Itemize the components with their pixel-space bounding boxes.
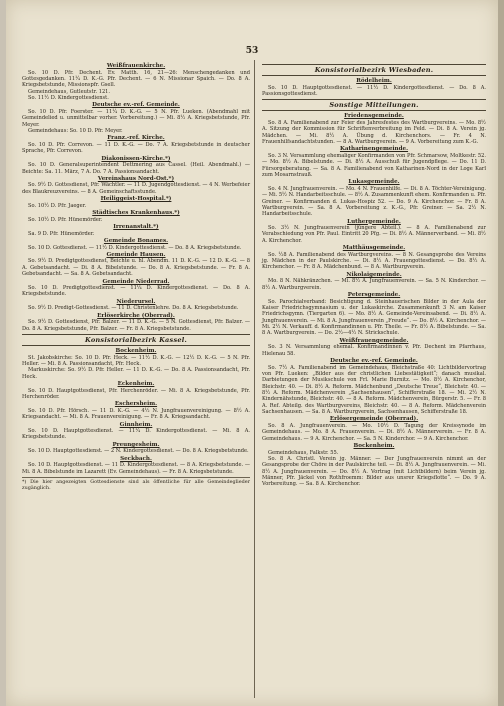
parish-heading: Deutsche ev.-ref. Gemeinde. xyxy=(92,102,180,109)
service-listing: So. ½8 A. Familienabend des Wartburgvereins. — 8 N. Gesangsprobe des Vereins jg. Mädchen in der Paulskirche. — Di. 8½ A. Frauengottesdienst. — Do. 8½ A. Kirchenchor. — Fr. 8 A. Mädchenbund. — 8 A. Wartburgverein. xyxy=(262,251,486,271)
service-listing: So. 8 A. Christl. Verein jg. Männer. — Der Jungfrauenverein nimmt an der Gesangsprobe der Chöre in der Paulskirche teil. — Di. 8½ A. Jungfrauenverein. — Mi. 8½ A. Jungfrauenverein. — Do. 8½ A. Vortrag (mit Lichtbildern) beim Verein jg. Männer, Pfr. Jäckel von Rothfroemm: Bilder aus unsrer Kriegsflotte“. — Do. 9 A. Vorbereitung. — Sa. 8 A. Kirchenchor. xyxy=(262,455,486,488)
parish-heading: Gemeinde Niederrad. xyxy=(102,278,170,285)
parish-heading: Ginnheim. xyxy=(119,421,153,428)
service-listing: So. 10½ D. Pfr. Jaeger. xyxy=(28,202,87,209)
parish-heading: Katharinengemeinde. xyxy=(339,146,409,153)
parish-heading: Gemeinde Hausen. xyxy=(106,251,166,258)
service-listing: So. Parochialverband: Besichtigung d. Steinhauerischen Bilder in der Aula der Kaiser Friedrichsgymnasium u. der Lukaskirche. Zusammenkunft 3 N. am Kaiser Friedrichsgymn. (Tiergarten 6). — Mo. 8½ A. Gemeinde-Vereinsabend. — Di. 8½ A. Jungfrauenverein. — Mi. 8 A. Jungfrauenverein „Freude“. — Do. 8½ A. Kirchenchor. — Mi. 2½ N. Verkauff. d. Konfirmandinnen u. Pfr. Theile. — Fr. 8½ A. Bibelstunde. — Sa. 8 A. Wartburgverein. — Do. 2½—4½ N. Strickschule. xyxy=(262,298,486,337)
parish-heading: Friedensgemeinde. xyxy=(344,113,404,120)
parish-heading: Franz.-ref. Kirche. xyxy=(107,135,165,142)
parish-heading: Vereinshaus Nord-Ost.*) xyxy=(97,175,175,182)
service-listing: So. 11½ D. Kindergottesdienst. xyxy=(28,94,109,101)
service-listing: Markuskirche: So. 9½ D. Pfr. Heller. — 11 D. K.-G. — Do. 8 A. Passionsandacht, Pfr. Heck. xyxy=(22,367,250,380)
parish-heading: Luthergemeinde. xyxy=(347,218,401,225)
book-spine xyxy=(498,0,504,706)
service-listing: So. 3 N. Versammlung ehemal. Konfirmandinnen v. Pfr. Dechent im Pfarrhaus, Hielenau 58. xyxy=(262,344,486,357)
parish-heading: Matthäusgemeinde. xyxy=(342,245,406,252)
service-listing: So. 10 D. Predigtgottesdienst. — 11¼ D. Kindergottesdienst. — Do. 8 A. Kriegsbetstunde. xyxy=(22,285,250,298)
section-heading: Konsistorialbezirk Wiesbaden. xyxy=(262,64,486,76)
left-column xyxy=(22,62,250,491)
parish-heading: Gemeinde Bonames. xyxy=(103,237,169,244)
service-listing: So. 9½ D. Predigtgottesdienst, Beichte u. hl. Abendm. 11 D. K.-G. — 12 D. K.-G. — 8 A. Gebetsandacht. — Di. 8 A. Bibelstunde. — Do. 8 A. Kriegsbetstunde. — Fr. 8 A. Gebetsandacht. — Sa. 8 A. Gebetsandacht. xyxy=(22,258,250,278)
parish-heading: Erlösergemeinde (Oberrad). xyxy=(329,416,419,423)
service-listing: So. 9½ D. Gottesdienst, Pfr. Balzer. — 11 D. K.-G. — 5 N. Gottesdienst, Pfr. Balzer. — Do. 8 A. Kriegsbetstunde, Pfr. Balzer. — Fr. 8 A. Kriegsbetstunde. xyxy=(22,319,250,332)
parish-heading: Deutsche ev.-ref. Gemeinde. xyxy=(330,358,418,364)
service-listing: Sa. 9 D. Pfr. Hünemörder. xyxy=(28,230,95,237)
service-listing: So. 10 D. Pfr. Foerster. — 11¼ D. K.-G. — 5 N. Pfr. Lueken. (Abendmahl mit Gemeindelied u. unmittelbar vorher. Vorbereitung.) — Mi. 8½ A. Kriegsbetstunde, Pfr. Meyer. xyxy=(22,108,250,128)
parish-heading: Seckbach. xyxy=(120,455,152,462)
service-listing: So. 8 A. Familienabend zur Feier des Jahresfestes des Wartburgvereins. — Mo. 8½ A. Sitzung der Kommission für Schriftenverbreitung im Feld. — Di. 8 A. Verein jg. Mädchen. — Mi. 8½ A. Übung d. Kirchenchors. — Fr. 4 N. Frauenhilfsandachtstunden. — 8 A. Wartburgverein. — 9 A. Vorbereitung zum K.-G. xyxy=(262,119,486,145)
parish-heading: Diakonissen-Kirche.*) xyxy=(101,155,171,162)
service-listing: So. 10 D. Gottesdienst. — 11½ D. Kindergottesdienst. — Do. 8 A. Kriegsbetstunde. xyxy=(28,244,242,251)
service-listing: So. 10 D. Hauptgottesdienst. — 11½ D. Kindergottesdienst. — Do. 8 A. Passionsgottesdienst. xyxy=(262,84,486,97)
parish-heading: Weißfrauenkirche. xyxy=(106,63,166,69)
parish-heading: Städtisches Krankenhaus.*) xyxy=(92,210,180,217)
parish-heading: Bockenheim. xyxy=(353,442,395,449)
parish-heading: Lukasgemeinde. xyxy=(348,179,400,186)
service-listing: So. 10½ D. Pfr. Hünemörder. xyxy=(28,216,103,223)
book-page xyxy=(6,0,498,706)
service-listing: So. 10 D. Hauptgottesdienst. — 11¼ D. Kindergottesdienst. — Mi. 8 A. Kriegsbetstunde. xyxy=(22,428,250,441)
parish-heading: Irrenanstalt.*) xyxy=(113,224,159,230)
parish-heading: Rödelheim. xyxy=(356,78,392,84)
service-listing: Gemeindehaus, Gutleutstr. 121. xyxy=(28,88,111,95)
parish-heading: Eschersheim. xyxy=(114,401,158,408)
service-listing: So. 10 D. Hauptgottesdienst. — 2 N. Kindergottesdienst. — Do. 8 A. Kriegsbetstunde. xyxy=(28,448,249,455)
section-heading: Konsistorialbezirk Kassel. xyxy=(22,334,250,346)
parish-heading: Weißfrauengemeinde. xyxy=(339,337,409,344)
parish-heading: Petersgemeinde. xyxy=(347,292,401,299)
parish-heading: Niederursel. xyxy=(116,298,156,305)
service-listing: So. 9½ D. Predigt-Gottesdienst. — 11 D. Christenlehre. Do. 8 A. Kriegsbetstunde. xyxy=(28,305,239,312)
service-listing: So. 10 D. Hauptgottesdienst. — 11 D. Kindergottesdienst. — 8 A. Kriegsbetstunde. — Mi. 8 A. Bibelstunde im Lazarett (Ev. Gemeindehaus). — Fr. 8 A. Kriegsbetstunde. xyxy=(22,462,250,475)
service-listing: So. 7½ A. Familienabend im Gemeindehaus, Bleichstraße 40: Lichtbildervortrag von Pfr. Lueken: „Bilder aus der christlichen Liebestätigkeit“; danach musikal. Darbietungen der Musikschule von Frl. Marie Burnitz. — Mo. 8½ A. Kirchenchor, Bleichstr. 40. — Di. 8½ A. Reform. Mädchenbund „Deutsche Treue“, Bleichstr. 40. — 8½ A. Reform. Mädchenverein „Sachsenhausen“, Schifferstraße 18. — Mi. 2½ N. Kindernähstunde, Bleichstr. 40. — 8 A. Reform. Mädchenverein, Bürgerstr. 5. — Fr. 8 A. Ref. Abteilg. des Wartburgvereins, Bleichstr. 40. — 8 A. Reform. Mädchenverein Sachsenhausen. — Sa. 8 A. Wartburgverein, Sachsenhausen, Schifferstraße 18. xyxy=(262,364,486,415)
service-listing: So. 10 D. Pfr. Hörsch. — 11 D. K.-G. — 4½ N. Jungfrauenvereinigung. — 8½ A. Kriegsandacht. — Mi. 8 A. Frauenvereinigung. — Fr. 8 A. Kriegsandacht. xyxy=(22,407,250,421)
section-heading: Sonstige Mitteilungen. xyxy=(262,99,486,111)
service-listing: So. 10 D. Hauptgottesdienst, Pfr. Herchenröder. — Mi. 8 A. Kriegsbetstunde, Pfr. Herchenröder. xyxy=(22,387,250,400)
column-divider xyxy=(254,60,255,698)
right-column xyxy=(262,62,486,488)
service-listing: St. Jakobskirche: So. 10 D. Pfr. Heck. — 11½ D. K.-G. — 12½ D. K.-G. — 5 N. Pfr. Heller. — Mi. 8 A. Passionsandacht, Pfr. Heck. xyxy=(22,354,250,367)
service-listing: So. 3 N. Versammlung ehemaliger Konfirmanden von Pfr. Schmarsow, Moltkestr. 52. — Mo. 8½ A. Bibelstunde. — Di. 8½ A. Ausschuß für Jugendpflege. — Do. 11 D. Fürsorgeberatung. — Sa. 8 A. Familienabend von Katharinen-Nord in der Loge Karl zum Mosarnstrauß. xyxy=(262,152,486,178)
parish-heading: Bockenheim. xyxy=(115,348,157,354)
service-listing: So. 9½ D. Gottesdienst, Pfr. Wächtler. — 11 D. Jugendgottesdienst. — 4 N. Werbefeier des Blaukreuzvereins. — 8 A. Gemeinschaftsstunde. xyxy=(22,182,250,195)
service-listing: So. 10 D. Generalsuperintendent Dettmering aus Cassel. (Heil. Abendmahl.) — Beichte: Sa. 11. März, 7 A. Do. 7 A. Passionsandacht. xyxy=(22,162,250,175)
parish-heading: Erlöserkirche (Oberrad). xyxy=(97,312,175,319)
service-listing: Gemeindehaus: So. 10 D. Pfr. Meyer. xyxy=(28,127,123,134)
service-listing: So. 10 D. Pfr. Correvon. — 11 D. K.-G. — Do. 7 A. Kriegsbetstunde in deutscher Sprache, Pfr. Correvon. xyxy=(22,141,250,155)
service-listing: So. 4 N. Jungfrauenverein. — Mo. 4 N. Frauenhilfe. — Di. 8 A. Töchter-Vereinigung. — Mi. 5½ N. Handarbeitsschule. — 8½ A. Zusammenkunft ehem. Konfirmanden u. Pfr. Greiner. — Konfirmanden d. Lukas-Hospiz 52. — Do. 9 A. Kirchenchor. — Fr. 8 A. Wartburgverein. — Sa. 8 A. Vorbereitung z. K.-G., Pfr. Greiner. — Sa. 2½ N. Handarbeitsschule. xyxy=(262,185,486,218)
service-listing: So. 10 D. Pfr. Dechent. Ev. Matth. 16, 21—26: Menschengedanken und Gottesgedanken. 11¼ D. K.-G. Pfr. Dechent. — 6 N. Missionar Spaich. — Do. 8 A. Kriegsbetstunde, Missionspfr. Gsell. xyxy=(22,69,250,89)
service-listing: Mo. 8 N. Nähkränzchen. — Mi. 8½ A. Jungfrauenverein. — Sa. 5 N. Kinderchor. — 8½ A. Wartburgverein. xyxy=(262,278,486,291)
parish-heading: Nikolaigemeinde. xyxy=(346,271,402,278)
parish-heading: Eckenheim. xyxy=(117,380,155,387)
footnote: *) Die hier angezeigten Gottesdienste sind als öffentliche für alle Gemeindeglieder zugänglich. xyxy=(22,479,250,492)
service-listing: Gemeindehaus, Falkstr. 55. xyxy=(268,449,339,456)
parish-heading: Preungesheim. xyxy=(112,441,160,448)
page-number: 53 xyxy=(245,46,259,56)
parish-heading: Heiliggeist-Hospital.*) xyxy=(100,196,172,203)
service-listing: So. 8 A. Jungfrauenverein. — Mo. 10½ D. Tagung der Kreissynode im Gemeindehaus. — Mo. 8 A. Frauenverein. — Di. 8½ A. Männerverein. — Fr. 8 A. Gemeindehaus. — 9 A. Kirchenchor. — Sa. 5 N. Kinderchor. — 9 A. Kirchenchor. xyxy=(262,422,486,442)
service-listing: So. 3½ N. Jungfrauenverein (jüngere Abteil.). — 8 A. Familienabend zur Verabschiedung von Pfr. Paul. Eintritt 20 Pfg. — Di. 8½ A. Männerverband. — Mi. 8½ A. Kirchenchor. xyxy=(262,225,486,244)
